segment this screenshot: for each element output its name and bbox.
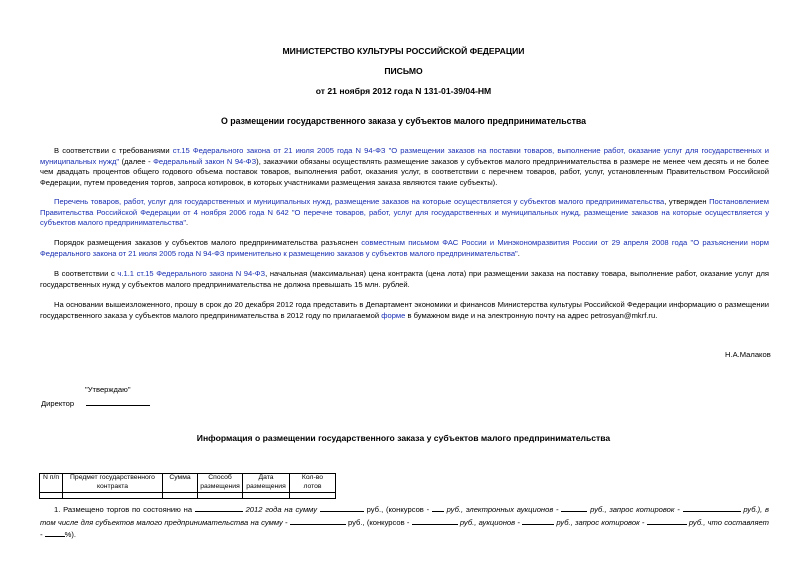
link-law-94fz[interactable]: Федеральный закон N 94-ФЗ <box>153 156 257 166</box>
col-subject: Предмет государственного контракта <box>63 474 163 493</box>
fill-blank <box>647 516 687 525</box>
paragraph-text: На основании вышеизложенного, прошу в срок до 20 декабря 2012 года представить в Департамент экономики и финансов Министерства культуры Российской Федерации информацию о размещении государственного заказа у субъектов малого предпринимательства в 2012 году по прилагаемой <box>40 300 769 320</box>
item-text: 1. Размещено торгов по состоянию на <box>54 505 195 514</box>
fill-blank <box>432 503 444 512</box>
approval-label: "Утверждаю" <box>85 385 131 394</box>
item-text: руб., (конкурсов - <box>345 517 412 527</box>
fill-blank <box>683 503 741 512</box>
col-sum: Сумма <box>163 474 198 493</box>
link-goods-list[interactable]: Перечень товаров, работ, услуг для государственных и муниципальных нужд, размещение заказов на которые осуществляется у субъектов малого предпринимательства <box>54 197 665 206</box>
table-cell <box>163 493 198 499</box>
signature-blank <box>86 397 150 406</box>
paragraph-3 <box>40 238 769 259</box>
fill-blank <box>522 516 554 525</box>
table-cell <box>198 493 243 499</box>
director-label: Директор <box>41 399 75 408</box>
document-date-number: от 21 ноября 2012 года N 131-01-39/04-НМ <box>315 86 492 96</box>
document-type: ПИСЬМО <box>384 66 423 76</box>
item-text: 2012 года на сумму <box>242 505 320 514</box>
fill-blank <box>195 503 243 512</box>
item-text: руб., электронных аукционов - <box>443 505 562 514</box>
col-method: Способ размещения <box>198 474 243 493</box>
fill-blank <box>45 528 65 537</box>
table-row <box>40 493 336 499</box>
form-title: Информация о размещении государственного заказа у субъектов малого предпринимательства <box>196 433 611 443</box>
link-law-94fz-part[interactable]: ч.1.1 ст.15 Федерального закона N 94-ФЗ <box>117 269 266 278</box>
paragraph-text: , утвержден <box>664 197 710 206</box>
director-line <box>41 397 150 410</box>
col-lots: Кол-во лотов <box>290 474 336 493</box>
item-text: руб.), в том числе для субъектов малого предпринимательства на сумму - <box>40 505 770 527</box>
document-subject: О размещении государственного заказа у субъектов малого предпринимательства <box>220 116 587 126</box>
table-cell <box>40 493 63 499</box>
col-number: N п/п <box>40 474 63 493</box>
paragraph-4 <box>40 269 769 290</box>
paragraph-2 <box>40 197 769 229</box>
paragraph-5 <box>40 300 769 321</box>
paragraph-text: в бумажном виде и на электронную почту на адрес petrosyan@mkrf.ru. <box>405 310 658 320</box>
item-text: %). <box>64 530 77 540</box>
paragraph-text: Порядок размещения заказов у субъектов малого предпринимательства разъяснен <box>54 238 362 247</box>
item-text: руб., аукционов - <box>457 517 523 527</box>
form-table <box>39 473 336 499</box>
paragraph-text: (далее - <box>119 156 154 166</box>
paragraph-text: , начальная (максимальная) цена контракта (цена лота) при размещении заказа на поставку товара, выполнение работ, оказание услуг для государственных нужд у субъектов малого предпринимательства не должна превышать 15 млн. рублей. <box>40 269 769 289</box>
table-cell <box>243 493 290 499</box>
item-text: руб., запрос котировок - <box>587 505 683 514</box>
paragraph-text: ), заказчики обязаны осуществлять размещение заказов у субъектов малого предпринимательства в размере не менее чем десять и не более чем двадцать процентов общего годового объема поставок товаров, выполнения работ, оказания услуг, в соответствии с перечнем товаров, работ, услуг, установленным Правительством Российской Федерации, путем проведения торгов, запроса котировок, в которых участниками размещения заказа являются такие субъекты). <box>40 156 769 187</box>
col-date: Дата размещения <box>243 474 290 493</box>
table-cell <box>290 493 336 499</box>
fill-blank <box>320 503 364 512</box>
paragraph-text: . <box>186 218 189 228</box>
link-joint-letter[interactable]: совместным письмом ФАС России и Минэкономразвития России от 29 апреля 2008 года "О разъяснении норм Федерального закона от 21 июля 2005 года N 94-ФЗ применительно к размещению заказов у субъектов малого предпринимательства" <box>40 238 769 258</box>
ministry-title: МИНИСТЕРСТВО КУЛЬТУРЫ РОССИЙСКОЙ ФЕДЕРАЦИИ <box>282 46 525 56</box>
link-law-94fz-art15[interactable]: ст.15 Федерального закона от 21 июля 2005 года N 94-ФЗ "О размещении заказов на поставки товаров, выполнение работ, оказание услуг для государственных и муниципальных нужд" <box>40 146 769 166</box>
fill-blank <box>412 516 458 525</box>
item-text: руб., что составляет - <box>40 517 769 540</box>
table-header-row <box>40 474 336 493</box>
fill-blank <box>561 503 587 512</box>
item-text: руб., (конкурсов - <box>363 505 432 514</box>
item-1 <box>40 503 769 541</box>
paragraph-text: В соответствии с требованиями <box>54 146 173 155</box>
link-form[interactable]: форме <box>381 310 406 320</box>
signature-name: Н.А.Малаков <box>725 350 771 359</box>
item-text: руб., запрос котировок - <box>554 517 647 527</box>
link-decree-642[interactable]: Постановлением Правительства Российской Федерации от 4 ноября 2006 года N 642 "О перечне товаров, работ, услуг для государственных и муниципальных нужд, размещение заказов на которые осуществляется у субъектов малого предпринимательства" <box>40 197 769 228</box>
paragraph-1 <box>40 146 769 188</box>
paragraph-text: . <box>517 248 520 258</box>
fill-blank <box>290 516 346 525</box>
paragraph-text: В соответствии с <box>54 269 118 278</box>
table-cell <box>63 493 163 499</box>
